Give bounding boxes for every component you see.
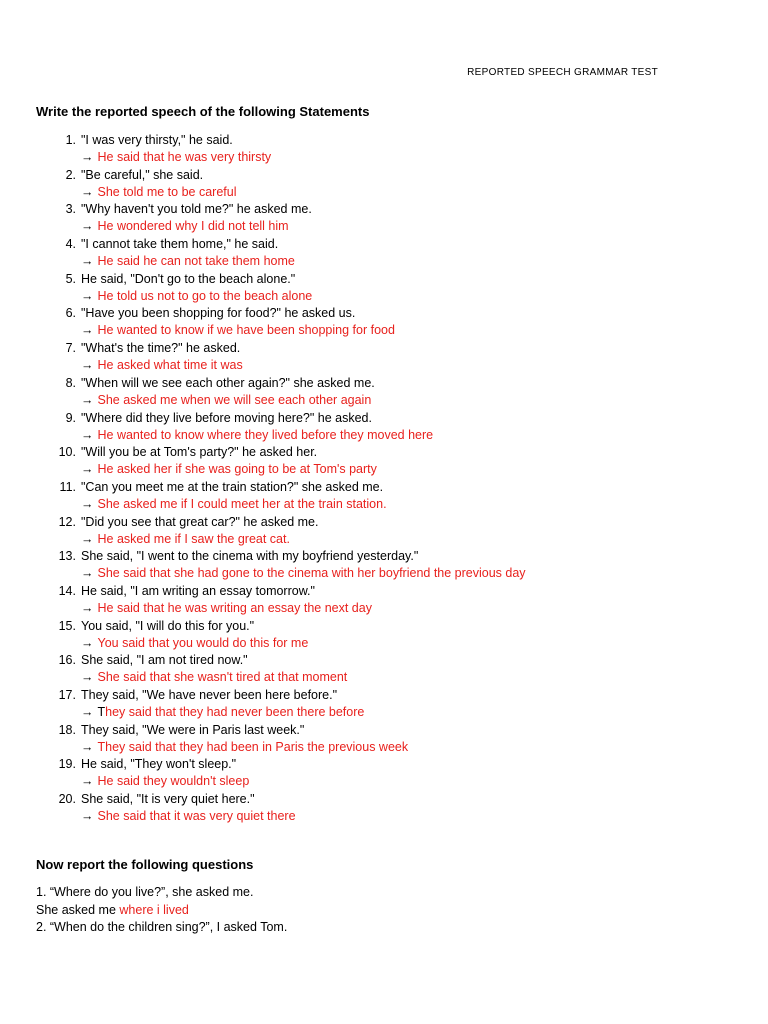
- statement-text: He said, "They won't sleep.": [81, 757, 237, 772]
- answer-text: She asked me if I could meet her at the train station.: [97, 496, 387, 511]
- statement-text: "Can you meet me at the train station?" she asked me.: [81, 479, 384, 494]
- list-item: [36, 479, 736, 514]
- answer-text: He said they wouldn't sleep: [97, 774, 250, 789]
- question-section: [36, 884, 287, 937]
- right-arrow-icon: →: [81, 288, 94, 303]
- list-item: [36, 167, 736, 202]
- statement-text: You said, "I will do this for you.": [81, 618, 255, 633]
- answer-line: [81, 496, 387, 513]
- answer-text: She said that it was very quiet there: [97, 809, 296, 824]
- answer-text: He asked what time it was: [97, 358, 243, 373]
- right-arrow-icon: →: [81, 462, 94, 477]
- answer-line: [81, 392, 371, 409]
- question-2: 2. “When do the children sing?”, I asked Tom.: [36, 920, 288, 934]
- list-item: [36, 652, 736, 687]
- answer-text: She told me to be careful: [97, 184, 237, 199]
- answer-line: [81, 600, 372, 617]
- item-number: 12.: [58, 514, 76, 529]
- list-item: [36, 132, 736, 167]
- answer-1-text: where i lived: [119, 902, 189, 917]
- right-arrow-icon: →: [81, 392, 94, 407]
- answer-line: [81, 322, 395, 339]
- right-arrow-icon: →: [81, 774, 94, 789]
- statement-list: [36, 132, 736, 826]
- item-number: 13.: [58, 549, 76, 564]
- statement-text: They said, "We were in Paris last week.": [81, 722, 305, 737]
- answer-text: He wondered why I did not tell him: [97, 219, 289, 234]
- item-number: 10.: [58, 445, 76, 460]
- right-arrow-icon: →: [81, 496, 94, 511]
- right-arrow-icon: →: [81, 323, 94, 338]
- answer-line: [81, 253, 295, 270]
- answer-1-prefix: She asked me: [36, 902, 120, 917]
- question-1: 1. “Where do you live?”, she asked me.: [36, 885, 254, 899]
- list-item: [36, 201, 736, 236]
- answer-text: He wanted to know if we have been shopping for food: [97, 323, 395, 338]
- list-item: [36, 548, 736, 583]
- document-title: REPORTED SPEECH GRAMMAR TEST: [467, 67, 658, 78]
- answer-line: [81, 184, 236, 201]
- item-number: 1.: [65, 133, 76, 147]
- answer-text: He said he can not take them home: [97, 254, 295, 269]
- right-arrow-icon: →: [81, 358, 94, 373]
- item-number: 15.: [58, 618, 76, 633]
- answer-line: [81, 808, 296, 825]
- statement-text: "Will you be at Tom's party?" he asked her.: [81, 445, 318, 460]
- item-number: 17.: [58, 688, 76, 702]
- answer-text: He asked her if she was going to be at Tom's party: [97, 462, 377, 477]
- answer-line: [81, 531, 290, 548]
- answer-line: [81, 427, 433, 444]
- answer-line: [81, 635, 308, 652]
- list-item: [36, 722, 736, 757]
- answer-line: [81, 357, 243, 374]
- list-item: [36, 410, 736, 445]
- statement-text: "I cannot take them home," he said.: [81, 237, 279, 252]
- statement-text: "What's the time?" he asked.: [81, 341, 241, 356]
- list-item: [36, 236, 736, 271]
- statement-text: "Where did they live before moving here?" he asked.: [81, 410, 372, 425]
- answer-text: He said that he was very thirsty: [97, 150, 272, 164]
- item-number: 6.: [65, 306, 76, 321]
- right-arrow-icon: →: [81, 635, 94, 650]
- list-item: [36, 305, 736, 340]
- list-item: [36, 271, 736, 306]
- answer-text: You said that you would do this for me: [97, 635, 309, 650]
- item-number: 16.: [58, 653, 76, 668]
- item-number: 18.: [58, 722, 76, 737]
- statement-text: "Be careful," she said.: [81, 167, 204, 182]
- list-item: [36, 514, 736, 549]
- item-number: 3.: [65, 202, 76, 217]
- section-heading-statements: Write the reported speech of the following Statements: [36, 104, 370, 119]
- answer-line: [81, 461, 377, 478]
- answer-line: [81, 704, 364, 721]
- right-arrow-icon: →: [81, 600, 94, 615]
- item-number: 4.: [65, 237, 76, 252]
- section-heading-questions: Now report the following questions: [36, 857, 254, 872]
- answer-text: She said that she had gone to the cinema with her boyfriend the previous day: [97, 566, 526, 581]
- statement-text: She said, "I went to the cinema with my boyfriend yesterday.": [81, 549, 419, 564]
- item-number: 20.: [58, 792, 76, 807]
- answer-text: He wanted to know where they lived before they moved here: [97, 427, 434, 442]
- list-item: [36, 444, 736, 479]
- statement-text: "Did you see that great car?" he asked me.: [81, 514, 319, 529]
- answer-text: hey said that they had never been there before: [105, 705, 365, 719]
- list-item: [36, 618, 736, 653]
- right-arrow-icon: →: [81, 566, 94, 581]
- answer-text: She said that she wasn't tired at that moment: [97, 670, 348, 685]
- right-arrow-icon: →: [81, 184, 94, 199]
- answer-text: He said that he was writing an essay the next day: [97, 600, 372, 615]
- item-number: 2.: [65, 167, 76, 182]
- item-number: 11.: [59, 479, 76, 494]
- right-arrow-icon: →: [81, 705, 94, 719]
- list-item: [36, 687, 736, 722]
- right-arrow-icon: →: [81, 254, 94, 269]
- item-number: 14.: [58, 583, 76, 598]
- statement-text: "Have you been shopping for food?" he asked us.: [81, 306, 356, 321]
- list-item: [36, 756, 736, 791]
- item-number: 19.: [58, 757, 76, 772]
- item-number: 7.: [65, 341, 76, 356]
- answer-line: [81, 773, 249, 790]
- list-item: [36, 375, 736, 410]
- statement-text: She said, "It is very quiet here.": [81, 792, 255, 807]
- item-number: 5.: [65, 271, 76, 286]
- answer-line: [81, 669, 347, 686]
- list-item: [36, 340, 736, 375]
- answer-line: [81, 149, 271, 166]
- list-item: [36, 583, 736, 618]
- answer-text: He told us not to go to the beach alone: [97, 288, 313, 303]
- right-arrow-icon: →: [81, 219, 94, 234]
- answer-line: [81, 739, 408, 756]
- statement-text: "I was very thirsty," he said.: [81, 133, 233, 147]
- list-item: [36, 791, 736, 826]
- right-arrow-icon: →: [81, 531, 94, 546]
- right-arrow-icon: →: [81, 739, 94, 754]
- right-arrow-icon: →: [81, 150, 94, 164]
- answer-1: [36, 902, 287, 920]
- answer-text: She asked me when we will see each other again: [97, 392, 372, 407]
- item-number: 9.: [65, 410, 76, 425]
- statement-text: "Why haven't you told me?" he asked me.: [81, 202, 312, 217]
- answer-line: [81, 218, 289, 235]
- statement-text: She said, "I am not tired now.": [81, 653, 248, 668]
- answer-prefix: T: [97, 705, 106, 719]
- answer-text: They said that they had been in Paris the previous week: [97, 739, 409, 754]
- right-arrow-icon: →: [81, 670, 94, 685]
- statement-text: He said, "I am writing an essay tomorrow.": [81, 583, 315, 598]
- answer-line: [81, 565, 526, 582]
- item-number: 8.: [65, 375, 76, 390]
- statement-text: "When will we see each other again?" she asked me.: [81, 375, 375, 390]
- answer-line: [81, 288, 312, 305]
- statement-text: They said, "We have never been here before.": [81, 688, 338, 702]
- right-arrow-icon: →: [81, 809, 94, 824]
- answer-text: He asked me if I saw the great cat.: [97, 531, 290, 546]
- right-arrow-icon: →: [81, 427, 94, 442]
- statement-text: He said, "Don't go to the beach alone.": [81, 271, 296, 286]
